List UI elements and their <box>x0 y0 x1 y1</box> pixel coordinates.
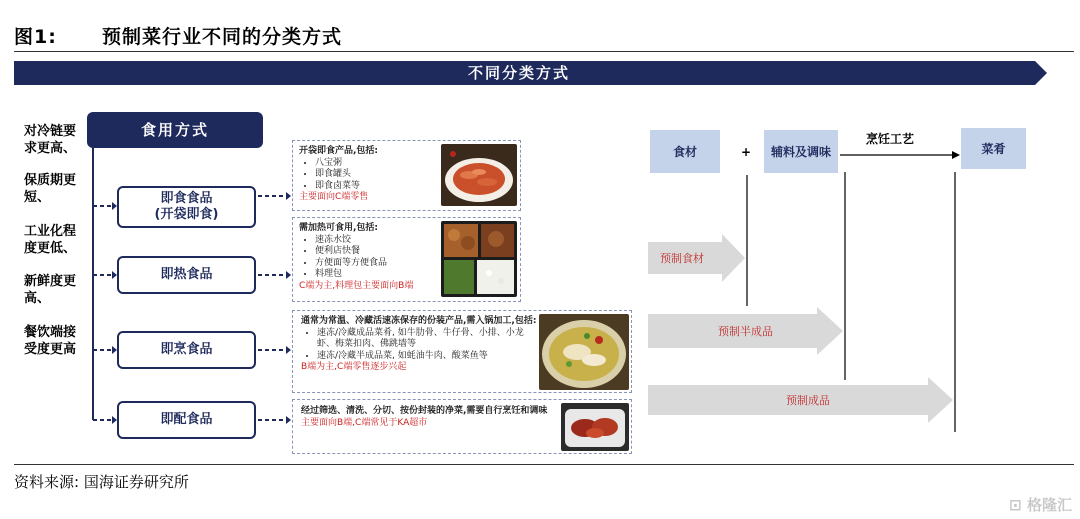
requirement-line: 高、 <box>24 291 51 306</box>
banner-label: 不同分类方式 <box>467 64 570 82</box>
watermark-text: 格隆汇 <box>1026 496 1072 514</box>
requirement-line: 短、 <box>24 190 51 205</box>
watermark-logo-icon: ⊡ <box>1009 496 1022 514</box>
seasoning-box: 辅料及调味 <box>764 130 838 173</box>
panel-heading: 需加热可食用,包括: <box>299 223 379 233</box>
figure-number: 图1: <box>14 26 57 48</box>
watermark <box>1009 494 1072 515</box>
source-note: 资料来源: 国海证券研究所 <box>14 473 189 491</box>
requirement-line: 工业化程 <box>24 224 77 239</box>
panel-item: • 便利店快餐 <box>315 246 449 258</box>
panel-item: • 速冻水饺 <box>315 235 449 247</box>
ingredients-box: 食材 <box>650 130 720 173</box>
panel-note: B端为主,C端零售逐步兴起 <box>301 362 407 372</box>
requirement-line: 求更高、 <box>24 141 77 156</box>
panel-heading: 开袋即食产品,包括: <box>299 146 379 156</box>
category-instant-heat: 即热食品 <box>117 256 256 294</box>
requirement-line: 度更低、 <box>24 241 77 256</box>
arrow-label: 预制食材 <box>660 252 704 265</box>
panel-item: • 即食罐头 <box>315 169 449 181</box>
arrow-label: 预制成品 <box>786 394 830 407</box>
process-label: 烹饪工艺 <box>866 132 915 146</box>
requirement-line: 对冷链要 <box>24 124 77 139</box>
bottom-rule <box>14 464 1074 465</box>
requirement-line: 受度更高 <box>24 342 77 357</box>
dish-box: 菜肴 <box>961 128 1026 169</box>
panel-item: • 方便面等方便食品 <box>315 258 449 270</box>
category-instant-eat: 即食食品 (开袋即食) <box>117 186 256 228</box>
method-header: 食用方式 <box>87 112 263 148</box>
panel-item: • 速冻/冷藏半成品菜, 如蚝油牛肉、酸菜鱼等 <box>317 351 537 363</box>
panel-note: C端为主,料理包主要面向B端 <box>299 280 414 291</box>
plus-sign: + <box>741 145 752 159</box>
category-instant-cook: 即烹食品 <box>117 331 256 369</box>
panel-item: • 速冻/冷藏成品菜肴, 如牛肋骨、牛仔骨、小排、小龙虾、梅菜扣肉、佛跳墙等 <box>317 328 537 351</box>
requirement-line: 新鲜度更 <box>24 274 77 289</box>
requirement-line: 保质期更 <box>24 173 77 188</box>
panel-note: 主要面向C端零售 <box>299 192 369 202</box>
arrow-label: 预制半成品 <box>718 325 773 338</box>
panel-item: • 即食卤菜等 <box>315 181 449 193</box>
requirement-line: 餐饮端接 <box>24 325 77 340</box>
panel-heading: 经过筛选、清洗、分切、按份封装的净菜,需要自行烹饪和调味 <box>301 406 548 416</box>
panel-item: • 料理包 <box>315 269 449 281</box>
panel-note: 主要面向B端,C端常见于KA超市 <box>301 417 428 428</box>
figure-title-text: 预制菜行业不同的分类方式 <box>102 26 343 48</box>
panel-item: • 八宝粥 <box>315 158 449 170</box>
category-instant-mix: 即配食品 <box>117 401 256 439</box>
panel-heading: 通常为常温、冷藏活速冻保存的份装产品,需入锅加工,包括: <box>301 316 537 326</box>
